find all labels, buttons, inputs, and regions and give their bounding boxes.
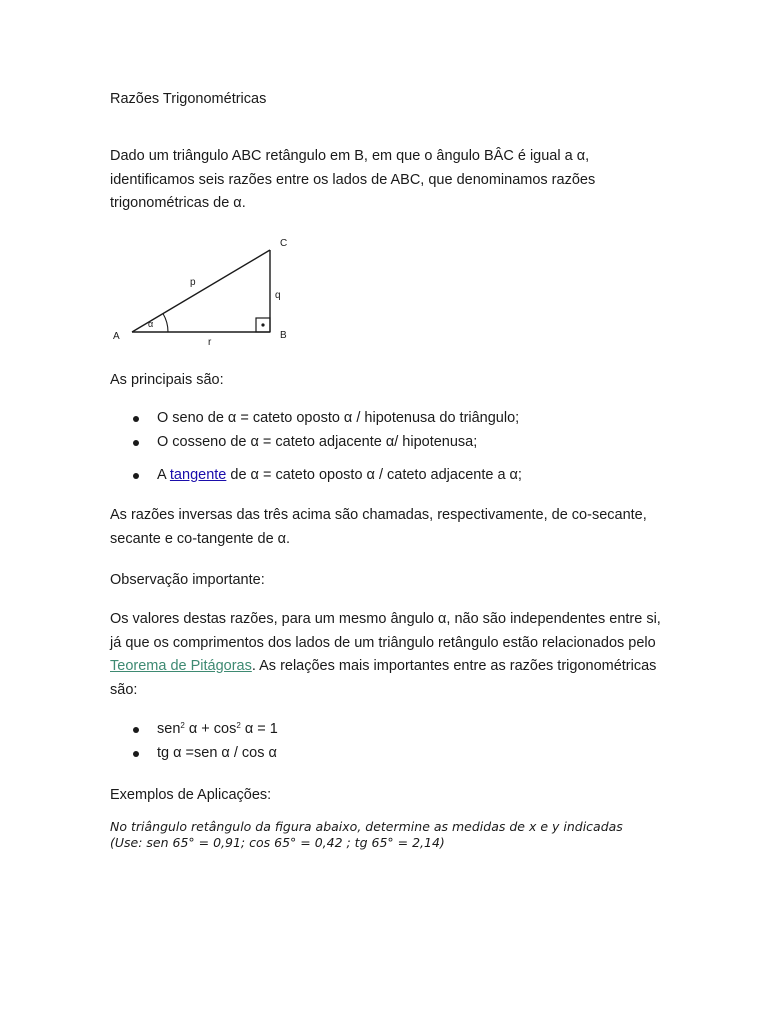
exercicio-line-2: (Use: sen 65° = 0,91; cos 65° = 0,42 ; tg 65° = 2,14): [110, 835, 445, 850]
valores-text-before: Os valores destas razões, para um mesmo ângulo α, não são independentes entre si, já que os comprimentos dos lados de um triângulo retângulo estão relacionados pelo: [110, 611, 661, 651]
relacoes-list: [110, 718, 278, 765]
exercicio-line-1: No triângulo retângulo da figura abaixo, determine as medidas de x e y indicadas: [110, 819, 623, 834]
triangle-figure: [108, 232, 308, 352]
identity-exponent-2: 2: [236, 721, 241, 730]
identity-cos: α + cos: [184, 721, 237, 737]
valores-text-after: . As relações mais importantes entre as razões trigonométricas são:: [110, 658, 657, 698]
tangente-link[interactable]: tangente: [169, 467, 227, 483]
inversas-paragraph: As razões inversas das três acima são chamadas, respectivamente, de co-secante, secante e co-tangente de α.: [110, 507, 647, 547]
tangente-list: [110, 464, 522, 488]
tangente-suffix: de α = cateto oposto α / cateto adjacente a α;: [226, 467, 522, 483]
list-item-seno: O seno de α = cateto oposto α / hipotenusa do triângulo;: [110, 407, 519, 431]
exemplos-label: Exemplos de Aplicações:: [110, 787, 272, 803]
vertex-b-label: B: [280, 330, 287, 341]
observacao-label: Observação importante:: [110, 572, 265, 588]
identity-exponent-1: 2: [180, 721, 185, 730]
side-p-label: p: [190, 277, 196, 288]
vertex-a-label: A: [113, 331, 120, 342]
list-item-tg: tg α =sen α / cos α: [110, 742, 278, 766]
angle-arc: [163, 314, 168, 332]
vertex-c-label: C: [280, 238, 288, 249]
principais-label: As principais são:: [110, 372, 224, 388]
list-item-tangente: [110, 464, 522, 488]
tangente-prefix: A: [157, 467, 170, 483]
identity-sen: sen: [157, 721, 181, 737]
side-r-label: r: [208, 337, 212, 348]
page-title: Razões Trigonométricas: [110, 91, 267, 107]
identity-result: α = 1: [240, 721, 278, 737]
list-item-cosseno: O cosseno de α = cateto adjacente α/ hipotenusa;: [110, 431, 519, 455]
exercicio-text: [110, 819, 670, 851]
side-q-label: q: [275, 290, 281, 301]
list-item-identity: [110, 718, 278, 742]
right-angle-dot: [261, 323, 264, 326]
angle-alpha-label: α: [148, 319, 154, 329]
pitagoras-link[interactable]: Teorema de Pitágoras: [110, 658, 252, 674]
principais-list: [110, 407, 519, 454]
intro-paragraph: Dado um triângulo ABC retângulo em B, em que o ângulo BÂC é igual a α, identificamos seis razões entre os lados de ABC, que denominamos razões trigonométricas de α.: [110, 148, 596, 211]
valores-paragraph: [110, 608, 670, 702]
